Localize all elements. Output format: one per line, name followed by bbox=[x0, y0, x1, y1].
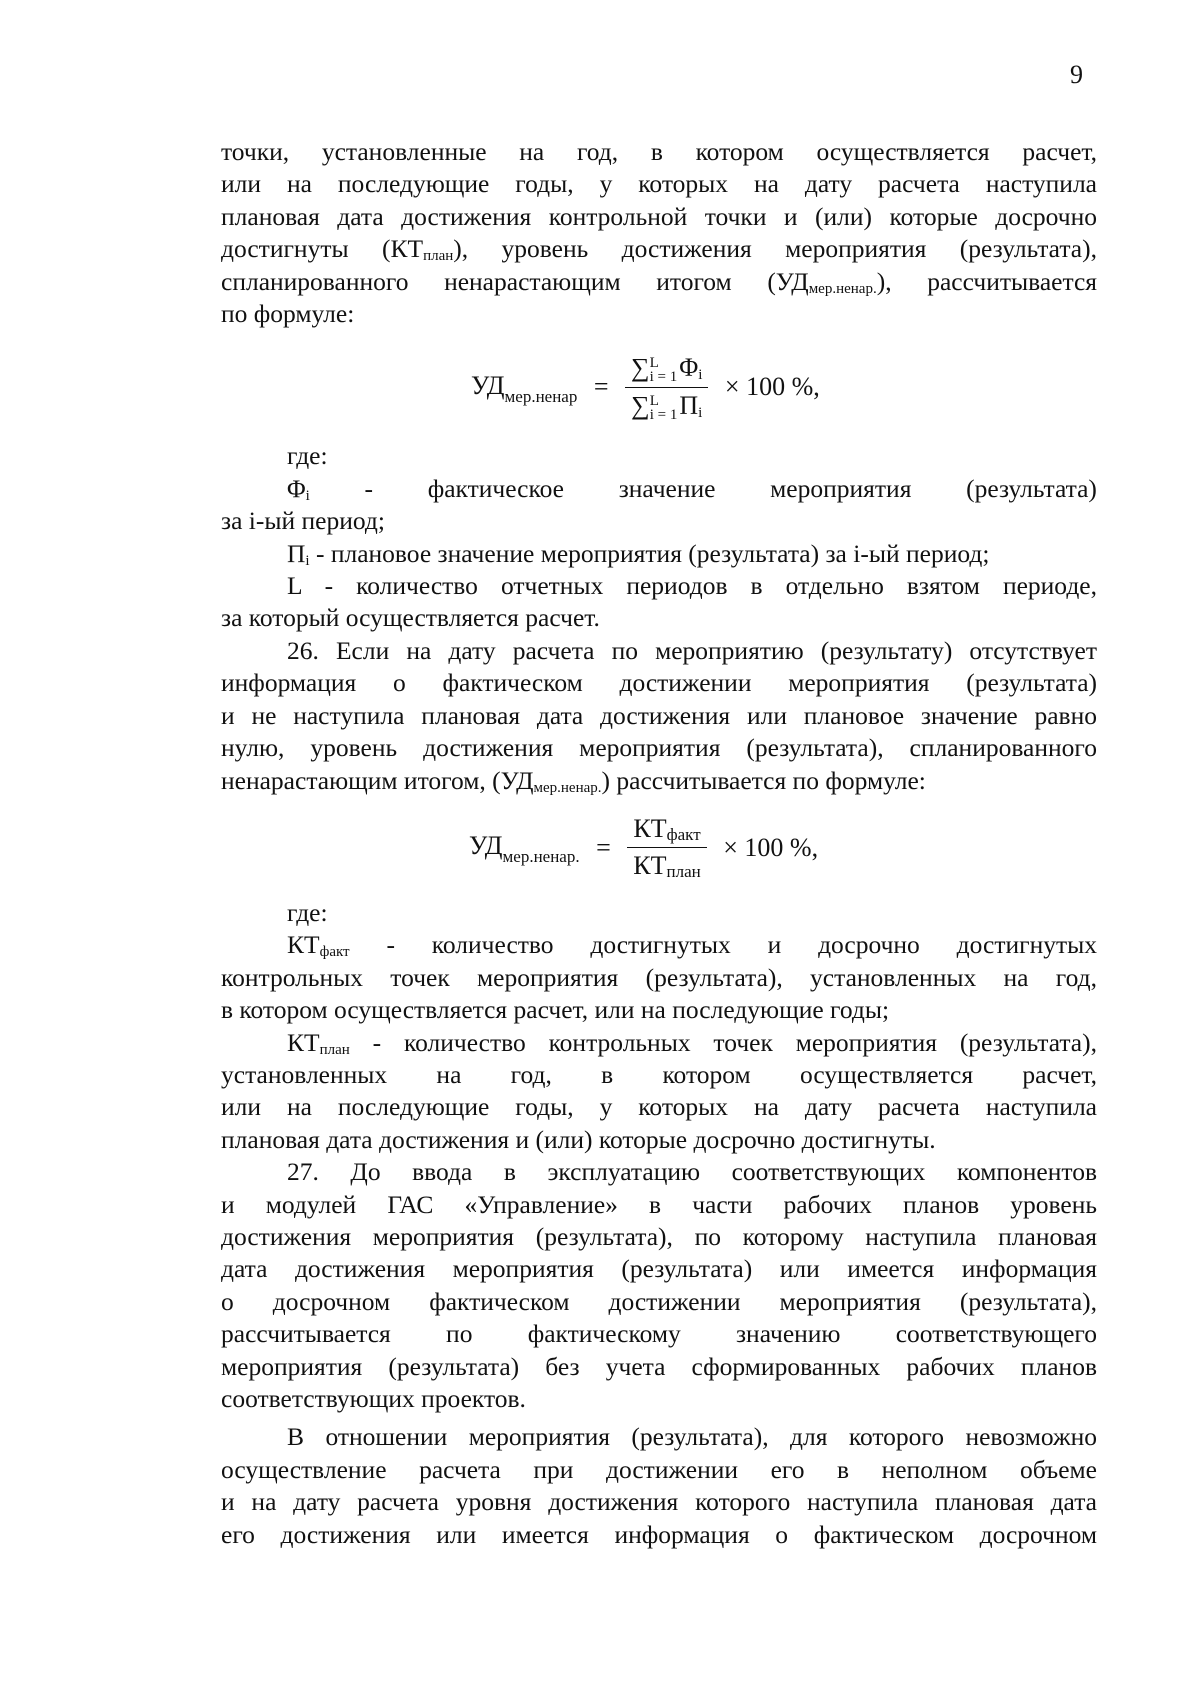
text-line: и на дату расчета уровня достижения которого наступила плановая дата bbox=[221, 1487, 1097, 1517]
equals-sign: = bbox=[593, 372, 609, 402]
sum-upper: L bbox=[649, 392, 659, 409]
formula-kt-ratio bbox=[221, 797, 1097, 897]
symbol-text: Π bbox=[287, 538, 306, 568]
text-line: рассчитывается по фактическому значению соответствующего bbox=[221, 1319, 1097, 1349]
subscript: i bbox=[305, 487, 310, 504]
text-line: информация о фактическом достижении мероприятия (результата) bbox=[221, 668, 1097, 698]
text-line: 26. Если на дату расчета по мероприятию (результату) отсутствует bbox=[287, 635, 1097, 665]
definition-symbol bbox=[287, 473, 310, 505]
text-line: плановая дата достижения контрольной точки и (или) которые досрочно bbox=[221, 201, 1097, 231]
subscript: i bbox=[698, 404, 703, 421]
formula-subscript: мер.ненар bbox=[504, 386, 578, 406]
fact-symbol: Φ bbox=[679, 353, 699, 383]
text-line: и не наступила плановая дата достижения или плановое значение равно bbox=[221, 700, 1097, 730]
where-label: где: bbox=[287, 897, 328, 927]
text-span: - bbox=[364, 473, 374, 503]
subscript: i bbox=[305, 552, 310, 569]
subscript: i bbox=[698, 367, 703, 384]
fraction-denominator bbox=[625, 388, 708, 422]
text-line: соответствующих проектов. bbox=[221, 1384, 526, 1413]
definition-kt-fact bbox=[221, 929, 1097, 961]
sum-upper: L bbox=[649, 355, 659, 372]
formula-lhs bbox=[471, 370, 577, 405]
sum-limits bbox=[650, 394, 678, 422]
text-line: достижения мероприятия (результата), по которому наступила плановая bbox=[221, 1221, 1097, 1251]
paragraph-26 bbox=[221, 635, 1097, 797]
page-number: 9 bbox=[1070, 60, 1083, 89]
sum-lower: i = 1 bbox=[649, 369, 678, 386]
text-line: о досрочном фактическом достижении мероприятия (результата), bbox=[221, 1286, 1097, 1316]
text-span: мероприятия bbox=[770, 473, 912, 503]
text-line: или на последующие годы, у которых на дату расчета наступила bbox=[221, 169, 1097, 199]
definition-plan bbox=[221, 538, 1097, 570]
text-line: нулю, уровень достижения мероприятия (результата), спланированного bbox=[221, 733, 1097, 763]
fraction-numerator bbox=[627, 813, 706, 848]
definition-fact bbox=[221, 473, 1097, 505]
definition-kt-plan bbox=[221, 1027, 1097, 1059]
definitions-block-1 bbox=[221, 440, 1097, 634]
formula-subscript: мер.ненар. bbox=[502, 847, 580, 867]
subscript: мер.ненар. bbox=[533, 779, 602, 796]
text-line: точки, установленные на год, в котором осуществляется расчет, bbox=[221, 137, 1097, 166]
subscript: мер.ненар. bbox=[808, 280, 877, 297]
formula-multiplier: × 100 %, bbox=[723, 832, 819, 862]
formula-fraction bbox=[625, 352, 708, 422]
text-line: дата достижения мероприятия (результата) или имеется информация bbox=[221, 1254, 1097, 1284]
text-span: значение bbox=[618, 473, 716, 503]
text-span: ), рассчитывается bbox=[876, 266, 1097, 296]
text-line: В отношении мероприятия (результата), для которого невозможно bbox=[287, 1422, 1097, 1452]
text-line: контрольных точек мероприятия (результата), установленных на год, bbox=[221, 962, 1097, 992]
text-line: плановая дата достижения и (или) которые досрочно достигнуты. bbox=[221, 1124, 936, 1154]
symbol-text: КТ bbox=[287, 930, 320, 960]
plan-symbol: Π bbox=[679, 390, 699, 420]
text-span: фактическое bbox=[427, 473, 564, 503]
symbol-text: Φ bbox=[287, 473, 306, 503]
text-span: ненарастающим итогом, (УД bbox=[221, 765, 534, 795]
kt-symbol: КТ bbox=[633, 851, 667, 881]
symbol-text: КТ bbox=[287, 1027, 320, 1057]
text-line: установленных на год, в котором осуществляется расчет, bbox=[221, 1059, 1097, 1089]
text-line: 27. До ввода в эксплуатацию соответствующих компонентов bbox=[287, 1157, 1097, 1187]
sum-sign: ∑ bbox=[631, 390, 650, 420]
sum-limits bbox=[650, 356, 678, 384]
sum-lower: i = 1 bbox=[649, 406, 678, 423]
text-span: спланированного ненарастающим итогом (УД bbox=[221, 266, 809, 296]
formula-symbol: УД bbox=[469, 831, 503, 861]
equals-sign: = bbox=[596, 832, 611, 862]
text-line: по формуле: bbox=[221, 299, 355, 329]
formula-multiplier: × 100 %, bbox=[724, 372, 820, 402]
formula-expression bbox=[469, 813, 818, 883]
text-line: мероприятия (результата) без учета сформированных рабочих планов bbox=[221, 1351, 1097, 1381]
formula-expression bbox=[471, 352, 820, 422]
paragraph-control-points bbox=[221, 136, 1097, 330]
definitions-block-2 bbox=[221, 897, 1097, 1156]
subscript: факт bbox=[666, 824, 701, 844]
subscript: факт bbox=[319, 944, 350, 961]
text-span: (результата) bbox=[966, 473, 1097, 503]
text-line: осуществление расчета при достижении его в неполном объеме bbox=[221, 1454, 1097, 1484]
formula-symbol: УД bbox=[471, 370, 505, 400]
text-line: за i-ый период; bbox=[221, 506, 385, 536]
text-span: - количество контрольных точек мероприятия (результата), bbox=[349, 1027, 1097, 1057]
definition-periods: L - количество отчетных периодов в отдельно взятом периоде, bbox=[287, 571, 1097, 601]
text-span: достигнуты (КТ bbox=[221, 234, 424, 264]
text-line bbox=[221, 765, 1097, 797]
kt-symbol: КТ bbox=[633, 813, 667, 843]
paragraph-unfinished bbox=[221, 1421, 1097, 1551]
text-span: ) рассчитывается по формуле: bbox=[601, 765, 926, 795]
subscript: план bbox=[666, 862, 701, 882]
text-span: - плановое значение мероприятия (результата) за i-ый период; bbox=[309, 538, 990, 568]
text-span: ), уровень достижения мероприятия (результата), bbox=[453, 234, 1097, 264]
formula-sum-ratio bbox=[221, 330, 1097, 440]
formula-lhs bbox=[469, 830, 580, 865]
subscript: план bbox=[423, 248, 454, 265]
formula-fraction bbox=[627, 813, 706, 883]
text-line: его достижения или имеется информация о фактическом досрочном bbox=[221, 1519, 1097, 1549]
paragraph-27 bbox=[221, 1156, 1097, 1415]
document-body bbox=[221, 136, 1097, 1551]
subscript: план bbox=[319, 1041, 350, 1058]
text-line: за который осуществляется расчет. bbox=[221, 603, 600, 633]
text-line: или на последующие годы, у которых на дату расчета наступила bbox=[221, 1092, 1097, 1122]
text-line: и модулей ГАС «Управление» в части рабочих планов уровень bbox=[221, 1189, 1097, 1219]
fraction-denominator bbox=[627, 848, 706, 882]
fraction-numerator bbox=[625, 352, 708, 387]
sum-sign: ∑ bbox=[631, 353, 650, 383]
text-line bbox=[221, 266, 1097, 298]
text-line bbox=[221, 233, 1097, 265]
text-span: - количество достигнутых и досрочно достигнутых bbox=[349, 930, 1097, 960]
where-label: где: bbox=[287, 441, 328, 471]
text-line: в котором осуществляется расчет, или на последующие годы; bbox=[221, 995, 890, 1025]
